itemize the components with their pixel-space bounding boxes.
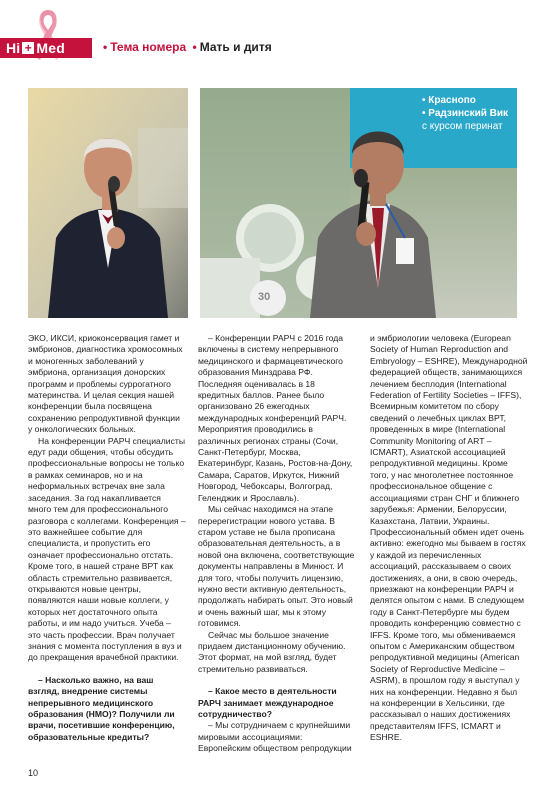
banner-text [422,94,508,133]
plus-icon: + [22,42,34,54]
himed-logo [0,38,92,58]
paragraph: – Мы сотрудничаем с крупнейшими мировыми ассоциациями: Европейским обществом репродукции [198,720,352,754]
speaker-elderly-man-photo [28,88,188,318]
photo-badge-number: 30 [258,291,271,303]
rubric-label: Мать и дитя [199,40,272,54]
text-column-1 [28,333,186,743]
section-label: Тема номера [110,40,187,54]
paragraph: Мы сейчас находимся на этапе перерегистрации нового устава. В старом уставе не была прописана образовательная деятельность, а в новой она включена, соответствующие документы направлены в Минюст. И для того, чтобы получить лицензию, нужно вести активную деятельность, продолжать набирать опыт. Это новый и очень важный шаг, мы к этому готовимся. [198,504,355,629]
paragraph: и эмбриологии человека (European Society of Human Reproduction and Embryology – ESHRE), Международной федерацией обществ, занимающихся лечением бесплодия (International Federation of Fertility Societies – IFFS), Всемирным комитетом по сбору сведений о лечебных циклах ВРТ, проведенных в мире (International Community Monitoring of ART – ICMART), Азиатской ассоциацией репродуктивной медицины. Кроме того, у нас многолетнее постоянное профессиональное общение с ассоциациями стран СНГ и ближнего зарубежья: Армении, Белоруссии, Казахстана, Латвии, Украины. Профессиональный обмен идет очень активно: ежегодно мы бываем в гостях у каждой из перечисленных ассоциаций, рассказываем о своих достижениях, а они, в свою очередь, приезжают на конференции РАРЧ и делятся опытом с нами. В следующем году в Санкт-Петербурге мы будем проводить конференцию совместно с IFFS. Кроме того, мы обмениваемся опытом с Американским обществом репродуктивной медицины (American Society of Reproductive Medicine – ASRM), в прошлом году я выступал у них на конференции. Недавно я был на конференции в Хельсинки, где рассказывал о наших достижениях представителям IFFS, ICMART и ESHRE. [370,333,528,743]
speaker-at-conference-photo [200,88,517,318]
page-number: 10 [28,768,39,778]
interview-question: – Какое место в деятельности РАРЧ занимает международное сотрудничество? [198,686,337,719]
text-column-3 [370,333,528,744]
paragraph: – Конференции РАРЧ с 2016 года включены в систему непрерывного медицинского и фармацевтического образования Минздрава РФ. Последняя оценивалась в 18 кредитных баллов. Ранее было организовано 26 ежегодных международных конференций РАРЧ. Мероприятия проводились в различных регионах страны (Сочи, Санкт-Петербург, Москва, Екатеринбург, Казань, Ростов-на-Дону, Самара, Саратов, Иркутск, Нижний Новгород, Чебоксары, Волгоград, Геленджик и Ярославль). [198,333,353,503]
paragraph: Сейчас мы большое значение придаем дистанционному обучению. Этот формат, на мой взгляд, будет стремительно развиваться. [198,629,346,674]
section-header: • Тема номера • Мать и дитя [103,40,272,54]
paragraph: ЭКО, ИКСИ, криоконсервация гамет и эмбрионов, диагностика хромосомных и моногенных заболеваний у эмбриона, организация донорских программ и проблемы суррогатного материнства. И целая секция нашей конференции была посвящена сохранению репродуктивной функции у онкологических больных. [28,333,183,435]
text-column-2 [198,333,356,755]
banner-line-1: • Краснопо [422,95,476,106]
logo-left: Hi [6,40,21,56]
paragraph: На конференции РАРЧ специалисты едут ради общения, чтобы обсудить профессиональные вопросы не только в рамках семинаров, но и на неформальных встречах вне зала заседания. За год накапливается много тем для профессионального разговора с коллегами. Конференция – это важнейшее событие для специалиста, и пропустить его означает профессионально отстать. Кроме того, в нашей стране ВРТ как область стремительно развивается, открываются новые центры, появляются наши новые коллеги, у которых нет достаточного опыта работы, и им надо учиться. Учеба – это часть профессии. Врач получает знания с момента поступления в вуз и до прекращения врачебной практики. [28,435,186,663]
banner-line-3: с курсом перинат [422,121,503,132]
interview-question: – Насколько важно, на ваш взгляд, внедрение системы непрерывного медицинского образования (НМО)? Получили ли врачи, посетившие конференцию, образовательные кредиты? [28,674,175,742]
banner-line-2: • Радзинский Вик [422,108,509,119]
logo-right: Med [36,40,66,56]
